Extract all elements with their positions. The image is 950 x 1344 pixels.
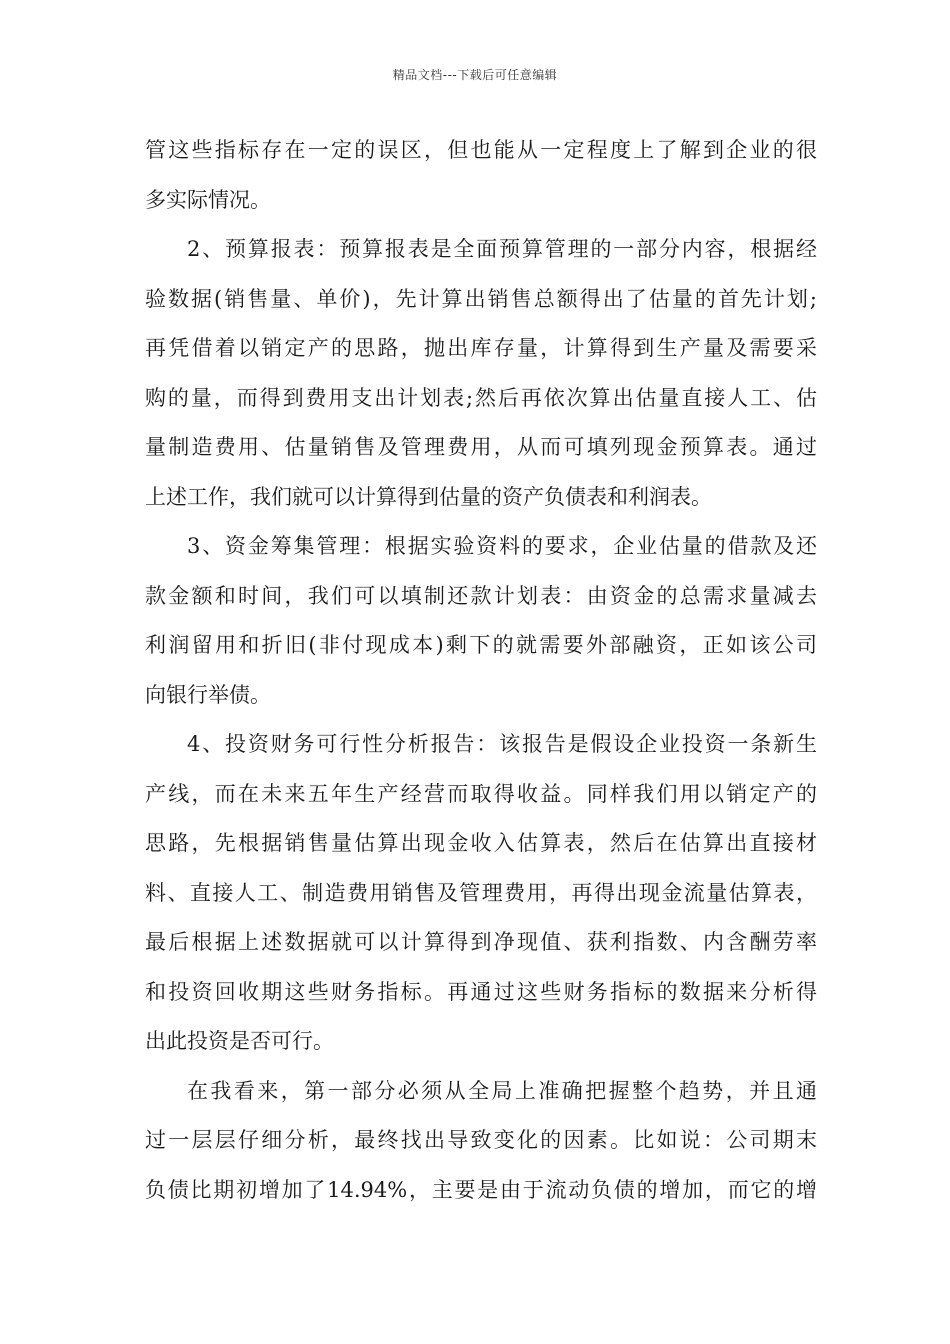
text-line: 购的量，而得到费用支出计划表;然后再依次算出估量直接人工、估 xyxy=(145,385,817,410)
text-line: 利润留用和折旧(非付现成本)剩下的就需要外部融资，正如该公司 xyxy=(145,633,817,657)
text-line: 验数据(销售量、单价)，先计算出销售总额得出了估量的首先计划; xyxy=(145,286,817,311)
text-line: 最后根据上述数据就可以计算得到净现值、获利指数、内含酬劳率 xyxy=(145,930,817,954)
text-line: 向银行举债。 xyxy=(145,682,271,707)
text-line: 2、预算报表：预算报表是全面预算管理的一部分内容，根据经 xyxy=(187,237,817,261)
text-line: 4、投资财务可行性分析报告：该报告是假设企业投资一条新生 xyxy=(187,732,817,756)
text-line: 款金额和时间，我们可以填制还款计划表：由资金的总需求量减去 xyxy=(145,583,817,608)
text-line: 再凭借着以销定产的思路，抛出库存量，计算得到生产量及需要采 xyxy=(145,336,817,360)
text-line: 过一层层仔细分析，最终找出导致变化的因素。比如说：公司期末 xyxy=(145,1128,817,1152)
document-body xyxy=(145,126,817,1215)
text-line: 出此投资是否可行。 xyxy=(145,1029,334,1053)
text-line: 和投资回收期这些财务指标。再通过这些财务指标的数据来分析得 xyxy=(145,979,817,1004)
text-line: 料、直接人工、制造费用销售及管理费用，再得出现金流量估算表， xyxy=(145,880,817,905)
text-line: 产线，而在未来五年生产经营而取得收益。同样我们用以销定产的 xyxy=(145,781,817,806)
text-line: 管这些指标存在一定的误区，但也能从一定程度上了解到企业的很 xyxy=(145,138,817,162)
text-line: 上述工作，我们就可以计算得到估量的资产负债表和利润表。 xyxy=(145,484,712,509)
text-line: 多实际情况。 xyxy=(145,187,271,212)
page-header: 精品文档---下载后可任意编辑 xyxy=(392,68,558,82)
text-line: 思路，先根据销售量估算出现金收入估算表，然后在估算出直接材 xyxy=(145,831,817,855)
text-line: 负债比期初增加了14.94%，主要是由于流动负债的增加，而它的增 xyxy=(145,1177,817,1202)
text-line: 3、资金筹集管理：根据实验资料的要求，企业估量的借款及还 xyxy=(187,534,817,558)
text-line: 在我看来，第一部分必须从全局上准确把握整个趋势，并且通 xyxy=(187,1078,817,1103)
text-line: 量制造费用、估量销售及管理费用，从而可填列现金预算表。通过 xyxy=(145,435,817,459)
